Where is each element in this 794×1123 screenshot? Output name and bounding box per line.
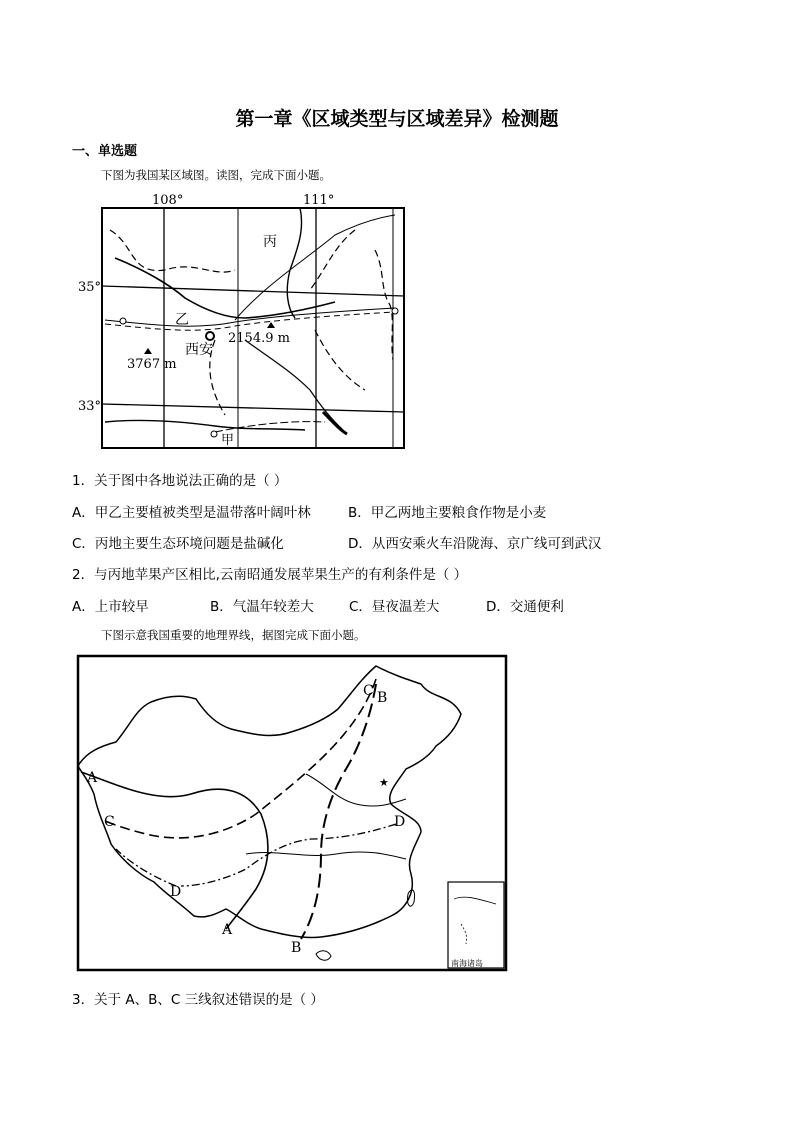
q1-option-c: C．丙地主要生态环境问题是盐碱化 <box>72 536 284 552</box>
railway <box>215 422 325 432</box>
section-heading: 一、单选题 <box>72 144 138 159</box>
question-2-stem: 2．与丙地苹果产区相比,云南昭通发展苹果生产的有利条件是（ ） <box>72 567 468 583</box>
railway <box>235 215 395 320</box>
han-river <box>105 420 305 430</box>
q2-option-d: D．交通便利 <box>486 599 564 615</box>
regional-map <box>75 190 410 452</box>
city-marker <box>120 318 126 324</box>
parallel-33 <box>102 404 404 412</box>
province-boundary <box>310 230 355 290</box>
intro-text-2: 下图示意我国重要的地理界线，据图完成下面小题。 <box>101 628 366 642</box>
peak-marker <box>144 348 152 354</box>
inset-frame <box>448 882 504 968</box>
reservoir <box>323 412 347 434</box>
line-label-b: B <box>291 940 302 956</box>
line-label-d: D <box>170 884 182 900</box>
boundary-line-a <box>81 772 268 929</box>
elevation-label: 2154.9 m <box>228 331 290 346</box>
q2-option-b: B．气温年较差大 <box>210 599 314 615</box>
boundary-line-d <box>116 849 176 886</box>
line-label-b: B <box>377 690 388 706</box>
line-label-a: A <box>222 922 233 938</box>
province-boundary <box>110 230 235 272</box>
lat-label: 33° <box>78 399 102 414</box>
province-boundary <box>315 330 365 390</box>
lon-label: 111° <box>303 193 335 208</box>
line-label-c: C <box>363 683 374 699</box>
line-label-a: A <box>87 770 98 786</box>
place-label-bing: 丙 <box>263 234 277 250</box>
place-label-xian: 西安 <box>185 342 213 358</box>
inset-boundary <box>461 924 467 944</box>
boundary-line-b <box>301 684 376 939</box>
elevation-label: 3767 m <box>127 357 177 372</box>
lon-label: 108° <box>152 193 184 208</box>
parallel-35 <box>102 286 404 296</box>
intro-text-1: 下图为我国某区域图。读图，完成下面小题。 <box>101 168 331 182</box>
q2-option-c: C．昼夜温差大 <box>349 599 440 615</box>
china-outline <box>78 666 461 937</box>
beijing-star-icon: ★ <box>379 776 389 789</box>
yellow-river <box>306 774 406 806</box>
hainan-island <box>316 951 331 960</box>
lat-label: 35° <box>78 280 102 295</box>
boundary-line-c <box>101 679 376 838</box>
question-1-stem: 1．关于图中各地说法正确的是（ ） <box>72 473 288 489</box>
province-boundary <box>375 250 393 360</box>
city-marker <box>392 308 398 314</box>
page-title: 第一章《区域类型与区域差异》检测题 <box>235 108 559 130</box>
q2-option-a: A．上市较早 <box>72 599 149 615</box>
place-label-yi: 乙 <box>175 312 189 328</box>
line-label-c: C <box>104 814 115 830</box>
china-boundary-map <box>76 654 510 974</box>
q1-option-a: A．甲乙主要植被类型是温带落叶阔叶林 <box>72 505 311 521</box>
q1-option-b: B．甲乙两地主要粮食作物是小麦 <box>348 505 547 521</box>
place-label-jia: 甲 <box>221 433 235 448</box>
line-label-d: D <box>394 814 406 830</box>
yangtze-river <box>246 852 406 859</box>
question-3-stem: 3．关于 A、B、C 三线叙述错误的是（ ） <box>72 992 324 1008</box>
inset-coast <box>454 897 496 904</box>
xian-city-marker <box>206 332 214 340</box>
q1-option-d: D．从西安乘火车沿陇海、京广线可到武汉 <box>348 536 602 552</box>
railway <box>105 312 395 330</box>
peak-marker <box>267 322 275 328</box>
map-frame <box>78 656 506 970</box>
inset-label: 南海诸岛 <box>451 959 483 968</box>
jia-city-marker <box>211 431 217 437</box>
